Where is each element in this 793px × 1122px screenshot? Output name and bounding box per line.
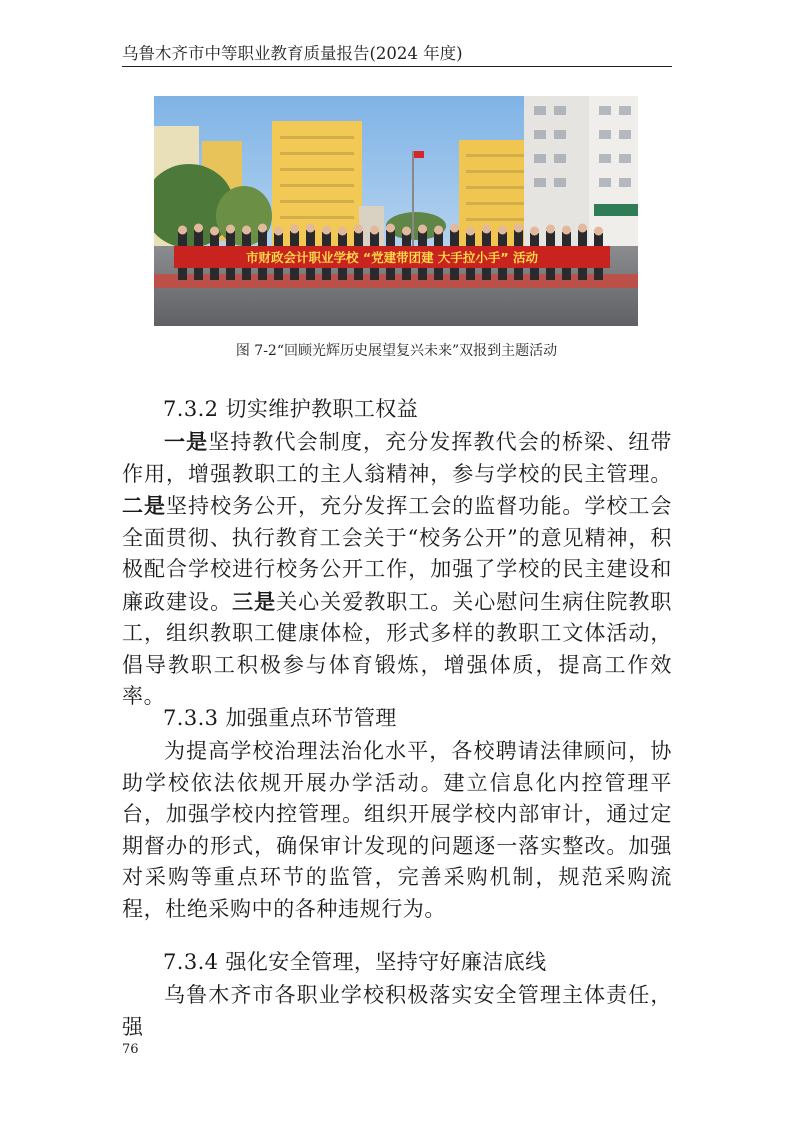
point-one-text: 坚持教代会制度，充分发挥教代会的桥梁、纽带作用，增强教职工的主人翁精神，参与学校的民主管理。 [122, 430, 672, 486]
banner-text: 市财政会计职业学校 “党建带团建 大手拉小手” 活动 [246, 250, 538, 265]
point-three-label: 三是 [232, 588, 277, 614]
header-rule [122, 66, 672, 67]
section-heading-7-3-4: 7.3.4 强化安全管理，坚持守好廉洁底线 [163, 950, 547, 974]
figure-caption: 图 7-2“回顾光辉历史展望复兴未来”双报到主题活动 [235, 343, 558, 359]
point-two-text: 坚持校务公开，充分发挥工会的监督功能。学校工会全面贯彻、执行教育工会关于“校务公开”的意见精神，积极配合学校进行校务公开工作，加强了学校的民主建设和廉政建设。 [122, 494, 672, 614]
point-three-text: 关心关爱教职工。关心慰问生病住院教职工，组织教职工健康体检，形式多样的教职工文体活动，倡导教职工积极参与体育锻炼，增强体质，提高工作效率。 [122, 589, 673, 708]
running-header: 乌鲁木齐市中等职业教育质量报告(2024 年度) [122, 44, 463, 63]
paragraph-7-3-4: 乌鲁木齐市各职业学校积极落实安全管理主体责任，强 [122, 983, 672, 1039]
page-number: 76 [122, 1042, 139, 1057]
paragraph-7-3-2 [122, 426, 672, 713]
section-heading-7-3-3: 7.3.3 加强重点环节管理 [163, 706, 397, 730]
point-two-label: 二是 [122, 493, 167, 518]
activity-photo [154, 96, 638, 326]
point-one-label: 一是 [164, 429, 209, 454]
section-heading-7-3-2: 7.3.2 切实维护教职工权益 [163, 397, 419, 421]
paragraph-7-3-3: 为提高学校治理法治化水平，各校聘请法律顾问，协助学校依法依规开展办学活动。建立信息化内控管理平台，加强学校内控管理。组织开展学校内部审计，通过定期督办的形式，确保审计发现的问题逐一落实整改。加强对采购等重点环节的监管，完善采购机制，规范采购流程，杜绝采购中的各种违规行为。 [122, 739, 672, 921]
